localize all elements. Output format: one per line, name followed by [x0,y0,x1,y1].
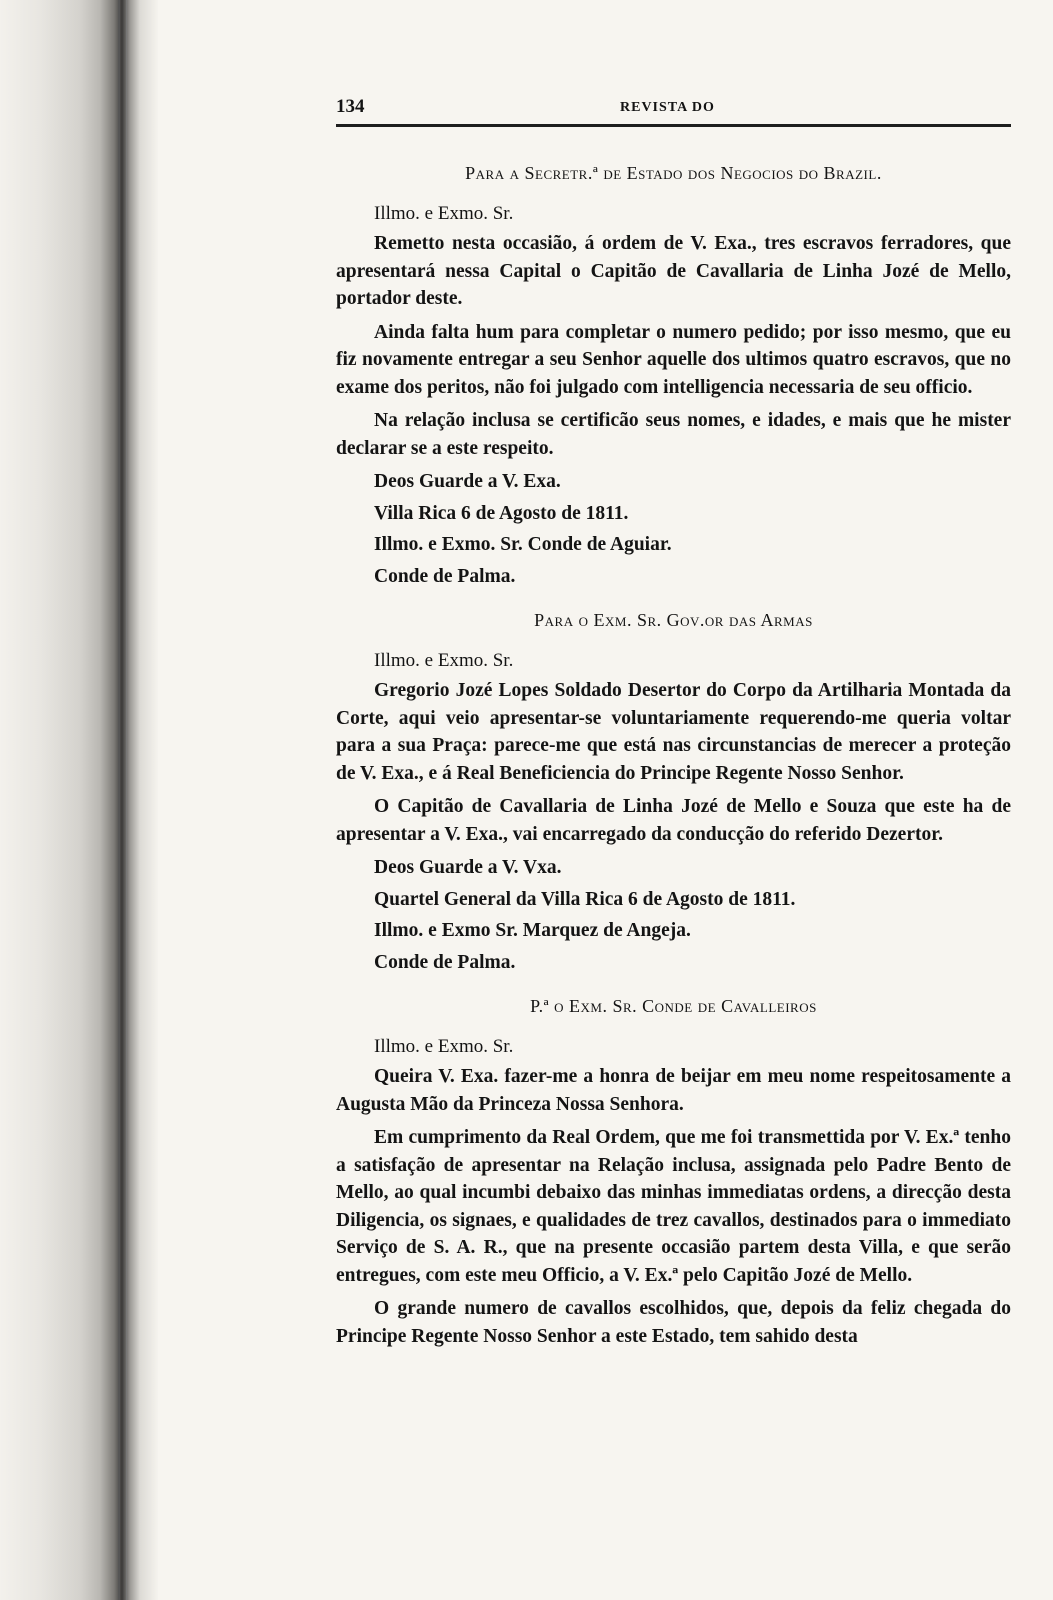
closing-line: Deos Guarde a V. Vxa. [374,857,562,878]
closing-line: Illmo. e Exmo. Sr. Conde de Aguiar. [374,534,672,555]
paragraph: Gregorio Jozé Lopes Soldado Desertor do Corpo da Artilharia Montada da Corte, aqui veio apresentar-se voluntariamente requerendo-me queria voltar para a sua Praça: parece-me que está nas circunstancias de merecer a proteção de V. Exa., e á Real Beneficiencia do Principe Regente Nosso Senhor. [336,680,1011,784]
journal-title: REVISTA DO [620,100,715,115]
salutation: Illmo. e Exmo. Sr. [374,1036,514,1057]
closing-line: Illmo. e Exmo Sr. Marquez de Angeja. [374,920,691,941]
letter-heading: Para a Secretr.ª de Estado dos Negocios do Brazil. [465,163,882,183]
salutation: Illmo. e Exmo. Sr. [374,650,514,671]
spine-shadow [126,0,127,1600]
signature: Conde de Palma. [374,565,516,587]
document-page [336,88,1011,1356]
signature: Conde de Palma. [374,951,516,973]
paragraph: Queira V. Exa. fazer-me a honra de beijar em meu nome respeitosamente a Augusta Mão da Princeza Nossa Senhora. [336,1066,1011,1115]
letter-heading: P.ª o Exm. Sr. Conde de Cavalleiros [530,996,817,1016]
running-head [336,88,1011,124]
paragraph: Remetto nesta occasião, á ordem de V. Exa., tres escravos ferradores, que apresentará nessa Capital o Capitão de Cavallaria de Linha Jozé de Mello, portador deste. [336,233,1011,309]
paragraph: O Capitão de Cavallaria de Linha Jozé de Mello e Souza que este ha de apresentar a V. Exa., vai encarregado da conducção do referido Dezertor. [336,796,1011,845]
letter-heading: Para o Exm. Sr. Gov.or das Armas [534,610,813,630]
paragraph: Em cumprimento da Real Ordem, que me foi transmettida por V. Ex.ª tenho a satisfação de apresentar na Relação inclusa, assignada pelo Padre Bento de Mello, ao qual incumbi debaixo das minhas immediatas ordens, a direcção desta Diligencia, os signaes, e qualidades de trez cavallos, destinados para o immediato Serviço de S. A. R., que na presente occasião partem desta Villa, e que serão entregues, com este meu Officio, a V. Ex.ª pelo Capitão Jozé de Mello. [336,1127,1011,1286]
paragraph: O grande numero de cavallos escolhidos, que, depois da feliz chegada do Principe Regente Nosso Senhor a este Estado, tem sahido desta [336,1298,1011,1347]
salutation: Illmo. e Exmo. Sr. [374,203,514,224]
closing-line: Quartel General da Villa Rica 6 de Agosto de 1811. [374,888,796,910]
book-binding-gutter [0,0,158,1600]
letter-section [336,610,1011,976]
header-rule [336,124,1011,127]
closing-line: Deos Guarde a V. Exa. [374,471,561,492]
letter-section [336,996,1011,1350]
paragraph: Ainda falta hum para completar o numero pedido; por isso mesmo, que eu fiz novamente entregar a seu Senhor aquelle dos ultimos quatro escravos, que no exame dos peritos, não foi julgado com intelligencia necessaria de seu officio. [336,321,1011,398]
paragraph: Na relação inclusa se certificão seus nomes, e idades, e mais que he mister declarar se a este respeito. [336,410,1011,459]
letter-section [336,163,1011,590]
spine-shadow [118,0,120,1600]
page-number: 134 [336,96,365,117]
closing-line: Villa Rica 6 de Agosto de 1811. [374,502,629,524]
